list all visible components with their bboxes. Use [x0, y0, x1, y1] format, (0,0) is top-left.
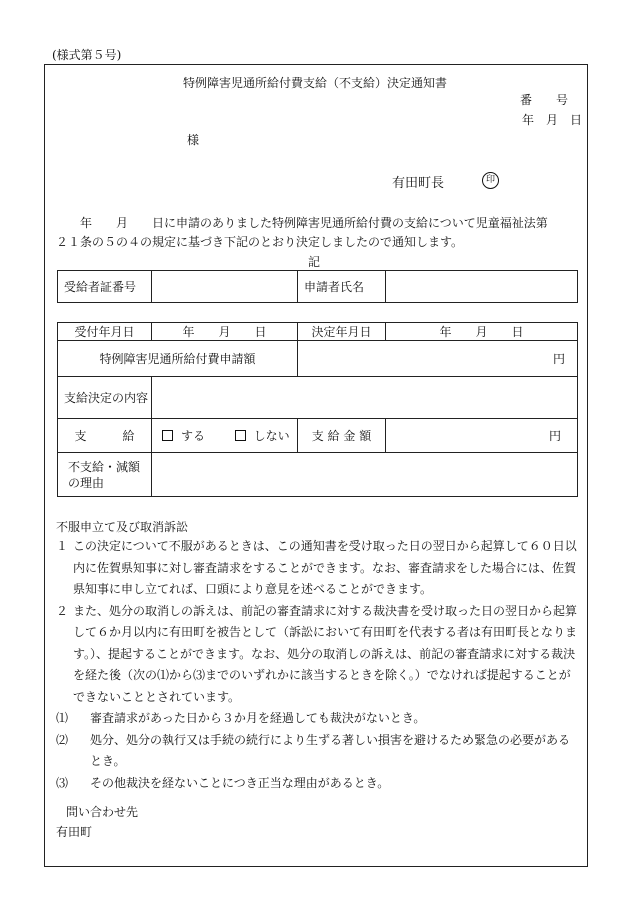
appeal-section: [56, 536, 580, 794]
cert-number-value: [152, 271, 298, 303]
payment-no-label: しない: [253, 429, 290, 443]
contact-label: 問い合わせ先: [66, 805, 139, 819]
requested-amount-yen: 円: [553, 352, 566, 366]
payment-amount-yen: 円: [549, 429, 562, 443]
document-title: 特例障害児通所給付費支給（不支給）決定通知書: [182, 76, 447, 90]
payment-yes-label: する: [181, 429, 206, 443]
seal-icon: 印: [482, 172, 499, 189]
appeal-item-2: ２ また、処分の取消しの訴えは、前記の審査請求に対する裁決書を受け取った日の翌日から起算して６か月以内に有田町を被告として（訴訟において有田町を代表する者は有田町長となります。）、提起することができます。なお、処分の取消しの訴えは、前記の審査請求に対する裁決を経た後（次の⑴から⑶までのいずれかに該当するときを除く。）でなければ提起することができないこととされています。: [56, 603, 578, 704]
appeal-subitem-2: ⑵ 処分、処分の執行又は手続の続行により生ずる著しい損害を避けるため緊急の必要があるとき。: [56, 732, 571, 768]
requested-amount-label: 特例障害児通所給付費申請額: [58, 341, 298, 377]
ki-heading: 記: [308, 255, 321, 269]
issuer-name: 有田町長: [392, 176, 445, 191]
payment-amount-label: 支 給 金 額: [298, 419, 386, 453]
appeal-subitem-3: ⑶ その他裁決を経ないことにつき正当な理由があるとき。: [56, 775, 390, 790]
appeal-heading: 不服申立て及び取消訴訟: [56, 520, 189, 534]
number-field: 番 号: [520, 93, 569, 107]
rejection-reason-label: 不支給・減額 の理由: [58, 453, 152, 497]
decision-date-value: 年 月 日: [386, 323, 578, 341]
appeal-item-1: １ この決定について不服があるときは、この通知書を受け取った日の翌日から起算して６０日以内に佐賀県知事に対し審査請求をすることができます。なお、審査請求をした場合には、佐賀県知事に申し立てれば、口頭により意見を述べることができます。: [56, 539, 577, 596]
payment-yes-checkbox[interactable]: [162, 430, 173, 441]
issue-date-field: 年 月 日: [522, 113, 583, 127]
rejection-reason-value: [152, 453, 578, 497]
payment-label: 支 給: [58, 419, 152, 453]
intro-line-1: 年 月 日に申請のありました特例障害児通所給付費の支給について児童福祉法第: [56, 216, 548, 230]
recipient-suffix: 様: [187, 133, 200, 147]
payment-options: [152, 419, 298, 453]
received-date-label: 受付年月日: [58, 323, 152, 341]
appeal-subitem-1: ⑴ 審査請求があった日から３か月を経過しても裁決がないとき。: [56, 711, 426, 725]
applicant-name-label: 申請者氏名: [298, 271, 386, 303]
intro-line-2: ２１条の５の４の規定に基づき下記のとおり決定しましたので通知します。: [56, 235, 464, 249]
payment-no-checkbox[interactable]: [235, 430, 246, 441]
decision-date-label: 決定年月日: [298, 323, 386, 341]
decision-content-value: [152, 377, 578, 419]
form-number-label: (様式第５号): [52, 48, 122, 62]
contact-office: 有田町: [56, 825, 93, 839]
decision-table: [57, 322, 578, 497]
received-date-value: 年 月 日: [152, 323, 298, 341]
decision-content-label: 支給決定の内容: [58, 377, 152, 419]
cert-number-label: 受給者証番号: [58, 271, 152, 303]
applicant-table: [57, 270, 578, 303]
applicant-name-value: [386, 271, 578, 303]
